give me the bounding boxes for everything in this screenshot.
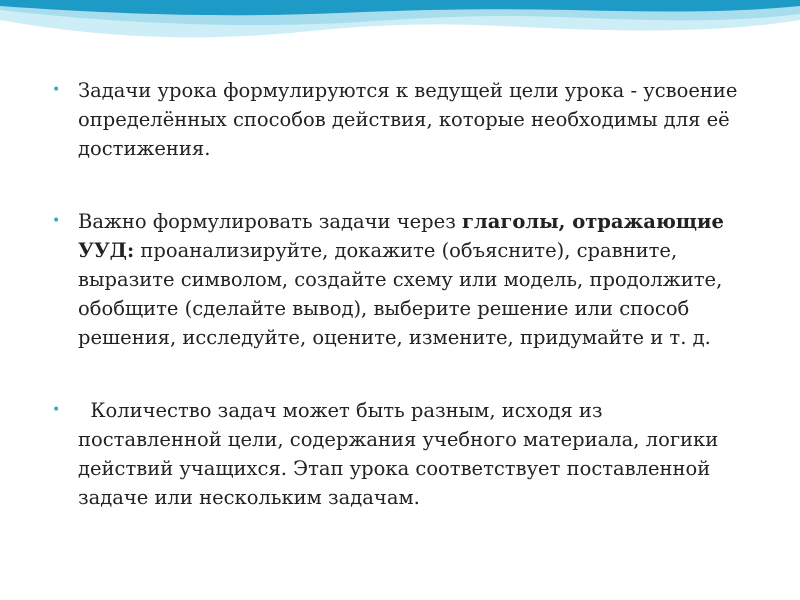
item-suffix: проанализируйте, докажите (объясните), сравните, выразите символом, создайте схему или модель, продолжите, обобщите (сделайте вывод), выберите решение или способ решения, исследуйте, оцените, измените, придумайте и т. д.	[78, 239, 723, 349]
item-prefix: Важно формулировать задачи через	[78, 210, 463, 233]
list-item	[52, 396, 742, 512]
item-text: Количество задач может быть разным, исходя из поставленной цели, содержания учебного материала, логики действий учащихся. Этап урока соответствует поставленной задаче или нескольким задачам.	[78, 399, 725, 509]
item-text: Задачи урока формулируются к ведущей цели урока - усвоение определённых способов действия, которые необходимы для её достижения.	[78, 79, 738, 160]
bullet-icon: •	[52, 82, 61, 98]
item-bold-text: глаголы, отражающие УУД:	[78, 210, 724, 262]
list-item	[52, 207, 742, 352]
item-text	[78, 207, 742, 352]
content-area	[52, 76, 742, 512]
list-item	[52, 76, 742, 163]
bullet-icon: •	[52, 213, 61, 229]
bullet-icon: •	[52, 402, 61, 418]
header-wave-decoration	[0, 0, 800, 80]
